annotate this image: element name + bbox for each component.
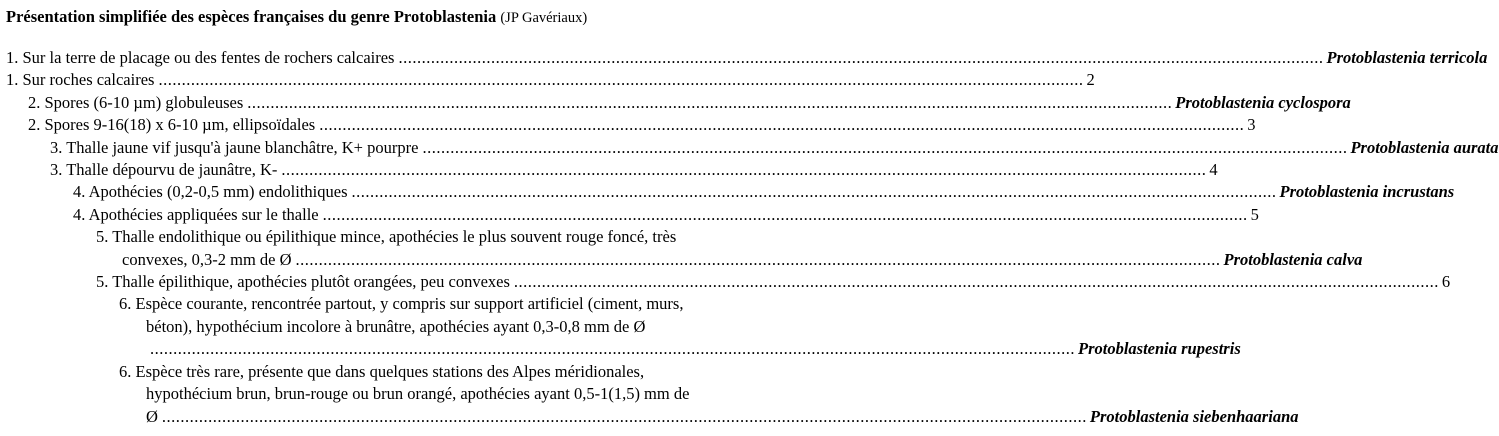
dot-leader: ........................................................................................................................................................................................................ [319, 115, 1245, 135]
key-text: 2. Spores 9-16(18) x 6-10 µm, ellipsoïdales [28, 115, 316, 135]
species-name: Protoblastenia aurata [1350, 137, 1499, 157]
document-title [6, 6, 794, 29]
key-text-continuation [6, 406, 1299, 428]
species-name: Protoblastenia terricola [1326, 48, 1488, 67]
species-name: Protoblastenia calva [1223, 249, 1363, 269]
key-entry-6a [6, 293, 1241, 360]
title-author: (JP Gavériaux) [500, 10, 588, 26]
key-text: 6. Espèce très rare, présente que dans quelques stations des Alpes méridionales, [119, 361, 645, 381]
dot-leader: ........................................................................................................................................................................................................ [161, 406, 1087, 426]
key-text: convexes, 0,3-2 mm de Ø [122, 249, 292, 269]
key-text: Ø [146, 406, 158, 426]
couplet-number: 5 [1250, 204, 1259, 224]
species-name: Protoblastenia incrustans [1279, 182, 1455, 202]
dot-leader: ........................................................................................................................................................................................................ [398, 48, 1324, 67]
key-entry-5b [6, 271, 1451, 293]
couplet-number: 2 [1086, 70, 1095, 90]
dot-leader: ........................................................................................................................................................................................................ [322, 204, 1248, 224]
title-main: Présentation simplifiée des espèces françaises du genre Protoblastenia [6, 7, 497, 26]
dot-leader: ........................................................................................................................................................................................................ [247, 92, 1173, 112]
key-entry-1a [6, 47, 1488, 69]
key-text: 1. Sur la terre de placage ou des fentes de rochers calcaires [6, 48, 395, 67]
dot-leader: ........................................................................................................................................................................................................ [281, 160, 1207, 180]
key-entry-4a [6, 181, 1455, 203]
key-text: 6. Espèce courante, rencontrée partout, y compris sur support artificiel (ciment, murs, [119, 294, 684, 314]
key-text: 5. Thalle épilithique, apothécies plutôt orangées, peu convexes [96, 272, 510, 292]
document [6, 6, 1499, 428]
dot-leader: ........................................................................................................................................................................................................ [158, 70, 1084, 90]
dot-leader: ........................................................................................................................................................................................................ [150, 339, 1075, 359]
key-entry-6b [6, 361, 1299, 428]
key-text: 4. Apothécies appliquées sur le thalle [73, 204, 319, 224]
key-entry-1b [6, 69, 1095, 91]
species-name: Protoblastenia siebenhaariana [1089, 406, 1299, 426]
key-entry-2a [6, 92, 1351, 114]
key-text: 4. Apothécies (0,2-0,5 mm) endolithiques [73, 182, 348, 202]
dot-leader: ........................................................................................................................................................................................................ [422, 137, 1348, 157]
key-text: 1. Sur roches calcaires [6, 70, 155, 90]
key-text: 2. Spores (6-10 µm) globuleuses [28, 92, 244, 112]
key-entry-2b [6, 114, 1256, 136]
dot-leader: ........................................................................................................................................................................................................ [513, 272, 1439, 292]
key-text: 3. Thalle dépourvu de jaunâtre, K- [50, 160, 278, 180]
species-name: Protoblastenia cyclospora [1175, 92, 1351, 112]
key-entry-3a [6, 137, 1499, 159]
key-text: béton), hypothécium incolore à brunâtre, apothécies ayant 0,3-0,8 mm de Ø [146, 316, 646, 336]
key-text-continuation [6, 338, 1241, 360]
key-text: 3. Thalle jaune vif jusqu'à jaune blanchâtre, K+ pourpre [50, 137, 419, 157]
key-entry-3b [6, 159, 1218, 181]
couplet-number: 3 [1247, 115, 1256, 135]
key-entry-4b [6, 204, 1259, 226]
dot-leader: ........................................................................................................................................................................................................ [351, 182, 1277, 202]
key-entry-5a [6, 226, 1363, 271]
couplet-number: 6 [1441, 272, 1451, 292]
couplet-number: 4 [1209, 160, 1218, 180]
dot-leader: ........................................................................................................................................................................................................ [295, 249, 1221, 269]
species-name: Protoblastenia rupestris [1078, 339, 1241, 359]
key-text: hypothécium brun, brun-rouge ou brun orangé, apothécies ayant 0,5-1(1,5) mm de [146, 384, 690, 404]
key-text: 5. Thalle endolithique ou épilithique mince, apothécies le plus souvent rouge foncé, très [96, 227, 677, 247]
key-text-continuation [6, 249, 1363, 271]
